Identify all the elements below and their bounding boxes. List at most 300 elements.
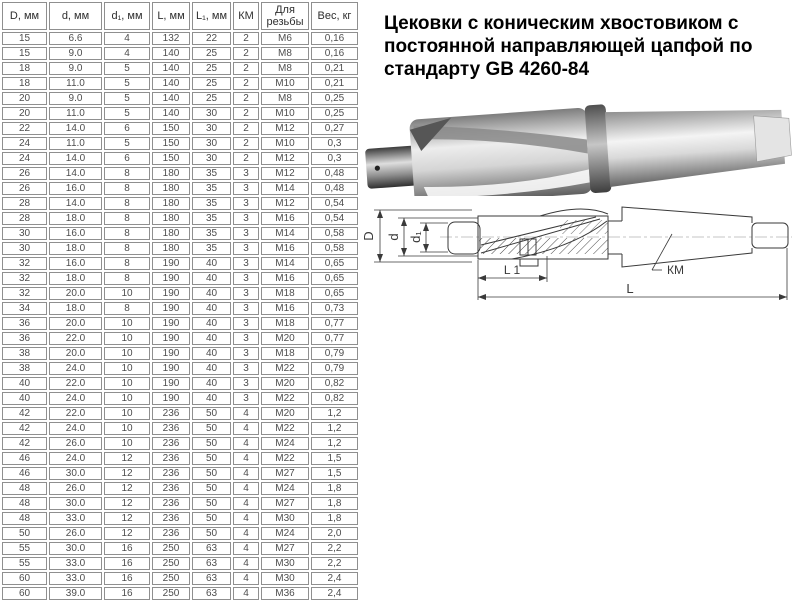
- table-cell: 15: [2, 32, 47, 45]
- table-row: [2, 122, 358, 135]
- table-cell: 12: [104, 467, 150, 480]
- table-cell: 236: [152, 407, 190, 420]
- table-cell: 0,21: [311, 77, 358, 90]
- table-cell: 236: [152, 482, 190, 495]
- table-cell: 24: [2, 152, 47, 165]
- table-cell: М20: [261, 377, 309, 390]
- table-cell: 10: [104, 392, 150, 405]
- table-row: [2, 362, 358, 375]
- table-cell: 3: [233, 392, 259, 405]
- table-cell: 140: [152, 77, 190, 90]
- table-cell: 20.0: [49, 347, 102, 360]
- table-cell: 250: [152, 587, 190, 600]
- table-cell: М12: [261, 152, 309, 165]
- table-row: [2, 257, 358, 270]
- table-cell: 12: [104, 512, 150, 525]
- table-cell: 24.0: [49, 392, 102, 405]
- table-cell: 10: [104, 377, 150, 390]
- table-cell: 16.0: [49, 182, 102, 195]
- table-cell: 150: [152, 152, 190, 165]
- table-cell: 42: [2, 407, 47, 420]
- table-cell: 30: [192, 137, 231, 150]
- table-cell: 40: [192, 332, 231, 345]
- table-cell: 180: [152, 167, 190, 180]
- table-cell: 2,4: [311, 587, 358, 600]
- table-cell: 2,2: [311, 542, 358, 555]
- table-cell: 3: [233, 377, 259, 390]
- table-cell: 63: [192, 542, 231, 555]
- table-cell: 3: [233, 347, 259, 360]
- table-cell: М18: [261, 347, 309, 360]
- table-cell: 30.0: [49, 542, 102, 555]
- table-cell: 0,82: [311, 377, 358, 390]
- table-cell: 4: [233, 482, 259, 495]
- table-cell: 55: [2, 557, 47, 570]
- table-cell: 236: [152, 422, 190, 435]
- table-cell: 63: [192, 572, 231, 585]
- table-cell: 0,79: [311, 362, 358, 375]
- table-cell: 24: [2, 137, 47, 150]
- table-cell: 32: [2, 257, 47, 270]
- spec-table-header: [2, 2, 358, 30]
- table-row: [2, 47, 358, 60]
- table-cell: 26.0: [49, 527, 102, 540]
- table-cell: 2: [233, 122, 259, 135]
- table-cell: 5: [104, 77, 150, 90]
- table-cell: 36: [2, 317, 47, 330]
- table-cell: 10: [104, 287, 150, 300]
- table-cell: 0,48: [311, 182, 358, 195]
- table-cell: 40: [192, 362, 231, 375]
- table-row: [2, 32, 358, 45]
- table-row: [2, 437, 358, 450]
- table-cell: 8: [104, 197, 150, 210]
- table-cell: 10: [104, 407, 150, 420]
- table-cell: 22: [2, 122, 47, 135]
- table-cell: 50: [192, 467, 231, 480]
- table-cell: 0,82: [311, 392, 358, 405]
- table-cell: 236: [152, 512, 190, 525]
- table-cell: 1,2: [311, 407, 358, 420]
- table-cell: 33.0: [49, 572, 102, 585]
- table-cell: 40: [192, 302, 231, 315]
- table-cell: 26: [2, 167, 47, 180]
- table-cell: 50: [192, 482, 231, 495]
- table-cell: М18: [261, 317, 309, 330]
- table-cell: 50: [192, 512, 231, 525]
- table-cell: 50: [192, 407, 231, 420]
- table-cell: 0,77: [311, 332, 358, 345]
- table-cell: 30: [192, 122, 231, 135]
- table-cell: 40: [192, 272, 231, 285]
- section-hatch: [479, 238, 608, 254]
- table-cell: 16.0: [49, 227, 102, 240]
- table-cell: 22: [192, 32, 231, 45]
- table-cell: 33.0: [49, 557, 102, 570]
- table-row: [2, 407, 358, 420]
- table-cell: М10: [261, 137, 309, 150]
- table-cell: 190: [152, 347, 190, 360]
- table-cell: 250: [152, 542, 190, 555]
- table-row: [2, 347, 358, 360]
- table-cell: 50: [2, 527, 47, 540]
- table-cell: М16: [261, 242, 309, 255]
- table-cell: 8: [104, 227, 150, 240]
- table-row: [2, 542, 358, 555]
- table-cell: 0,58: [311, 227, 358, 240]
- table-cell: М18: [261, 287, 309, 300]
- table-cell: 180: [152, 197, 190, 210]
- table-cell: М14: [261, 257, 309, 270]
- table-cell: М12: [261, 197, 309, 210]
- table-cell: М16: [261, 272, 309, 285]
- table-cell: 2,2: [311, 557, 358, 570]
- table-cell: М8: [261, 92, 309, 105]
- table-row: [2, 452, 358, 465]
- table-cell: 132: [152, 32, 190, 45]
- table-row: [2, 197, 358, 210]
- table-cell: М8: [261, 62, 309, 75]
- table-cell: 25: [192, 47, 231, 60]
- table-cell: 18.0: [49, 242, 102, 255]
- table-cell: 2: [233, 92, 259, 105]
- column-header: d, мм: [49, 2, 102, 30]
- table-cell: 4: [233, 407, 259, 420]
- table-cell: 50: [192, 497, 231, 510]
- table-cell: 190: [152, 377, 190, 390]
- table-cell: 22.0: [49, 377, 102, 390]
- table-cell: 24.0: [49, 362, 102, 375]
- table-cell: 6.6: [49, 32, 102, 45]
- table-row: [2, 167, 358, 180]
- table-cell: 3: [233, 197, 259, 210]
- table-cell: 20: [2, 92, 47, 105]
- tool-photo-group: [363, 91, 793, 196]
- table-cell: 2: [233, 32, 259, 45]
- table-cell: 250: [152, 557, 190, 570]
- table-cell: М24: [261, 437, 309, 450]
- table-cell: 25: [192, 77, 231, 90]
- table-cell: 35: [192, 167, 231, 180]
- table-cell: 32: [2, 287, 47, 300]
- dim-label-d1: d₁: [408, 231, 423, 243]
- table-cell: 30: [192, 152, 231, 165]
- table-cell: 55: [2, 542, 47, 555]
- table-cell: 8: [104, 182, 150, 195]
- table-cell: 14.0: [49, 122, 102, 135]
- table-row: [2, 377, 358, 390]
- table-cell: 18.0: [49, 272, 102, 285]
- table-cell: 3: [233, 212, 259, 225]
- table-cell: 28: [2, 197, 47, 210]
- table-cell: 8: [104, 272, 150, 285]
- table-cell: 0,54: [311, 197, 358, 210]
- table-cell: М16: [261, 302, 309, 315]
- table-cell: 0,79: [311, 347, 358, 360]
- tool-photo: [360, 86, 794, 196]
- table-cell: 32: [2, 272, 47, 285]
- table-cell: 150: [152, 137, 190, 150]
- table-row: [2, 572, 358, 585]
- table-cell: 4: [233, 557, 259, 570]
- tang: [754, 113, 792, 161]
- table-cell: М36: [261, 587, 309, 600]
- table-row: [2, 77, 358, 90]
- table-cell: 25: [192, 62, 231, 75]
- table-row: [2, 332, 358, 345]
- table-row: [2, 512, 358, 525]
- dimension-drawing: [360, 190, 794, 315]
- table-cell: 63: [192, 587, 231, 600]
- table-cell: 60: [2, 572, 47, 585]
- table-cell: 40: [192, 377, 231, 390]
- table-cell: 8: [104, 242, 150, 255]
- table-cell: 40: [192, 287, 231, 300]
- table-cell: М27: [261, 497, 309, 510]
- table-cell: 3: [233, 287, 259, 300]
- table-cell: 0,25: [311, 107, 358, 120]
- table-row: [2, 497, 358, 510]
- table-cell: 18: [2, 77, 47, 90]
- table-cell: 30: [2, 242, 47, 255]
- table-cell: 36: [2, 332, 47, 345]
- table-cell: М20: [261, 332, 309, 345]
- table-cell: 42: [2, 422, 47, 435]
- table-cell: 2: [233, 77, 259, 90]
- table-cell: 1,8: [311, 512, 358, 525]
- table-row: [2, 107, 358, 120]
- table-cell: М27: [261, 467, 309, 480]
- table-cell: 30: [2, 227, 47, 240]
- table-cell: 236: [152, 437, 190, 450]
- table-cell: М22: [261, 452, 309, 465]
- table-cell: М10: [261, 107, 309, 120]
- table-cell: 4: [233, 542, 259, 555]
- table-cell: 4: [233, 422, 259, 435]
- table-cell: 3: [233, 227, 259, 240]
- table-cell: М14: [261, 182, 309, 195]
- dim-label-L: L: [626, 281, 634, 296]
- column-header: Вес, кг: [311, 2, 358, 30]
- column-header: L₁, мм: [192, 2, 231, 30]
- table-cell: 3: [233, 317, 259, 330]
- table-cell: 24.0: [49, 452, 102, 465]
- table-cell: 5: [104, 62, 150, 75]
- table-cell: 40: [192, 317, 231, 330]
- table-cell: 18: [2, 62, 47, 75]
- table-cell: М30: [261, 557, 309, 570]
- table-cell: 9.0: [49, 47, 102, 60]
- table-cell: 11.0: [49, 77, 102, 90]
- table-cell: 35: [192, 212, 231, 225]
- table-cell: 190: [152, 362, 190, 375]
- table-row: [2, 92, 358, 105]
- table-cell: 0,3: [311, 152, 358, 165]
- table-cell: 24.0: [49, 422, 102, 435]
- table-cell: 190: [152, 287, 190, 300]
- table-cell: 4: [233, 572, 259, 585]
- table-cell: 34: [2, 302, 47, 315]
- table-row: [2, 227, 358, 240]
- table-cell: 236: [152, 467, 190, 480]
- table-cell: 8: [104, 302, 150, 315]
- table-cell: 38: [2, 347, 47, 360]
- table-cell: 140: [152, 107, 190, 120]
- table-cell: 0,77: [311, 317, 358, 330]
- table-row: [2, 212, 358, 225]
- table-cell: 0,25: [311, 92, 358, 105]
- table-cell: 0,65: [311, 257, 358, 270]
- table-cell: 48: [2, 482, 47, 495]
- table-cell: 190: [152, 257, 190, 270]
- table-row: [2, 527, 358, 540]
- table-cell: 50: [192, 422, 231, 435]
- table-cell: 16: [104, 572, 150, 585]
- table-cell: 42: [2, 437, 47, 450]
- table-cell: 3: [233, 362, 259, 375]
- table-row: [2, 302, 358, 315]
- column-header: L, мм: [152, 2, 190, 30]
- dim-label-KM: КМ: [667, 263, 684, 277]
- table-cell: 50: [192, 437, 231, 450]
- table-cell: 40: [192, 392, 231, 405]
- table-cell: М22: [261, 422, 309, 435]
- table-row: [2, 62, 358, 75]
- table-cell: 190: [152, 302, 190, 315]
- column-header: КМ: [233, 2, 259, 30]
- table-cell: 22.0: [49, 407, 102, 420]
- table-cell: 6: [104, 122, 150, 135]
- table-cell: М10: [261, 77, 309, 90]
- table-cell: 190: [152, 272, 190, 285]
- table-cell: 2: [233, 47, 259, 60]
- table-cell: 11.0: [49, 137, 102, 150]
- table-cell: 150: [152, 122, 190, 135]
- table-cell: 8: [104, 257, 150, 270]
- table-cell: 12: [104, 497, 150, 510]
- table-cell: М27: [261, 542, 309, 555]
- table-cell: 180: [152, 212, 190, 225]
- table-cell: 40: [2, 377, 47, 390]
- table-cell: М22: [261, 392, 309, 405]
- table-row: [2, 587, 358, 600]
- table-cell: 4: [104, 32, 150, 45]
- table-cell: 180: [152, 242, 190, 255]
- table-cell: 180: [152, 227, 190, 240]
- table-cell: 4: [233, 467, 259, 480]
- table-cell: 236: [152, 527, 190, 540]
- table-cell: 63: [192, 557, 231, 570]
- table-cell: 5: [104, 107, 150, 120]
- table-cell: М24: [261, 482, 309, 495]
- table-cell: 9.0: [49, 92, 102, 105]
- table-cell: 35: [192, 182, 231, 195]
- spec-table-body: [2, 32, 358, 600]
- table-cell: 10: [104, 362, 150, 375]
- table-cell: 2,0: [311, 527, 358, 540]
- table-cell: 2: [233, 62, 259, 75]
- table-cell: 26: [2, 182, 47, 195]
- table-cell: 8: [104, 167, 150, 180]
- table-row: [2, 137, 358, 150]
- table-cell: 2: [233, 152, 259, 165]
- table-cell: 25: [192, 92, 231, 105]
- table-cell: 0,65: [311, 287, 358, 300]
- table-cell: 2,4: [311, 572, 358, 585]
- table-cell: М24: [261, 527, 309, 540]
- table-cell: 0,54: [311, 212, 358, 225]
- table-cell: 26.0: [49, 437, 102, 450]
- table-cell: 140: [152, 47, 190, 60]
- table-cell: 5: [104, 92, 150, 105]
- table-cell: 236: [152, 497, 190, 510]
- table-cell: 16.0: [49, 257, 102, 270]
- table-cell: 3: [233, 167, 259, 180]
- table-cell: 35: [192, 227, 231, 240]
- table-cell: 30.0: [49, 497, 102, 510]
- table-cell: 190: [152, 332, 190, 345]
- table-cell: 5: [104, 137, 150, 150]
- table-cell: 190: [152, 317, 190, 330]
- table-cell: 9.0: [49, 62, 102, 75]
- table-cell: 236: [152, 452, 190, 465]
- table-cell: 20.0: [49, 317, 102, 330]
- table-cell: 0,65: [311, 272, 358, 285]
- table-cell: 2: [233, 107, 259, 120]
- table-cell: 1,8: [311, 497, 358, 510]
- table-row: [2, 422, 358, 435]
- table-cell: 18.0: [49, 212, 102, 225]
- table-cell: М30: [261, 572, 309, 585]
- table-cell: 180: [152, 182, 190, 195]
- table-cell: 0,16: [311, 32, 358, 45]
- dim-label-d: d: [386, 233, 401, 241]
- table-cell: 22.0: [49, 332, 102, 345]
- table-cell: 50: [192, 452, 231, 465]
- table-cell: 12: [104, 452, 150, 465]
- table-cell: 8: [104, 212, 150, 225]
- table-cell: 4: [233, 587, 259, 600]
- table-cell: 0,21: [311, 62, 358, 75]
- table-cell: 35: [192, 242, 231, 255]
- table-cell: 1,8: [311, 482, 358, 495]
- table-cell: 16: [104, 557, 150, 570]
- table-row: [2, 317, 358, 330]
- table-cell: 10: [104, 317, 150, 330]
- table-cell: 4: [233, 452, 259, 465]
- table-cell: 12: [104, 482, 150, 495]
- table-cell: 190: [152, 392, 190, 405]
- table-cell: 1,2: [311, 437, 358, 450]
- table-cell: М8: [261, 47, 309, 60]
- table-cell: 1,5: [311, 467, 358, 480]
- table-cell: 14.0: [49, 152, 102, 165]
- table-cell: 1,2: [311, 422, 358, 435]
- table-cell: 18.0: [49, 302, 102, 315]
- table-cell: М30: [261, 512, 309, 525]
- table-cell: М12: [261, 122, 309, 135]
- table-row: [2, 152, 358, 165]
- table-cell: 46: [2, 467, 47, 480]
- table-cell: М12: [261, 167, 309, 180]
- pilot-outline: [448, 222, 480, 254]
- table-cell: 0,3: [311, 137, 358, 150]
- table-row: [2, 482, 358, 495]
- table-cell: 12: [104, 527, 150, 540]
- table-cell: 20: [2, 107, 47, 120]
- table-cell: 28: [2, 212, 47, 225]
- table-cell: 10: [104, 422, 150, 435]
